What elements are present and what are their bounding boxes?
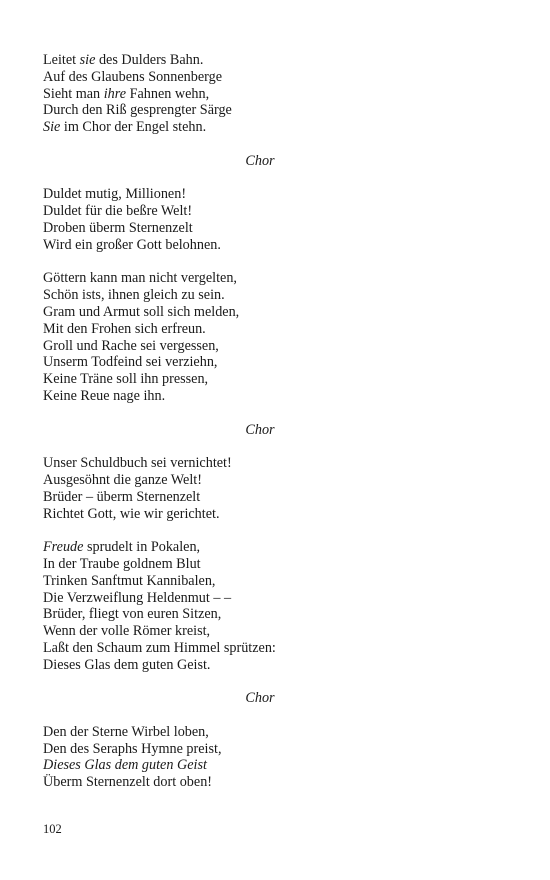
stanza	[43, 539, 503, 673]
verse-text: Sieht man	[43, 85, 104, 102]
verse-line	[43, 52, 503, 69]
verse-line	[43, 371, 503, 388]
verse-line	[43, 270, 503, 287]
chorus-heading: Chor	[245, 421, 275, 438]
verse-text: des Dulders Bahn.	[95, 52, 204, 68]
verse-line	[43, 573, 503, 590]
verse-text: Groll und Rache sei vergessen,	[43, 337, 219, 354]
verse-line	[43, 388, 503, 405]
verse-line	[43, 640, 503, 657]
verse-line	[43, 338, 503, 355]
poem-page	[43, 52, 503, 791]
verse-text: Die Verzweiflung Heldenmut – –	[43, 589, 232, 606]
verse-text: Durch den Riß gesprengter Särge	[43, 102, 232, 119]
verse-text: Keine Träne soll ihn pressen,	[43, 371, 209, 388]
page-number: 102	[43, 822, 62, 836]
verse-line	[43, 354, 503, 371]
verse-text: Brüder – überm Sternenzelt	[43, 488, 201, 505]
verse-text: Fahnen wehn,	[126, 85, 210, 102]
verse-line	[43, 556, 503, 573]
verse-text: Leitet	[43, 52, 80, 68]
verse-line	[43, 724, 503, 741]
verse-text: Unserm Todfeind sei verziehn,	[43, 354, 218, 371]
verse-text: Unser Schuldbuch sei vernichtet!	[43, 455, 232, 472]
stanza-gap	[43, 522, 503, 539]
verse-text: Laßt den Schaum zum Himmel sprützen:	[43, 639, 276, 656]
verse-line	[43, 237, 503, 254]
verse-line	[43, 606, 503, 623]
verse-text: Göttern kann man nicht vergelten,	[43, 270, 237, 287]
emphasized-text: ihre	[103, 85, 127, 102]
verse-line	[43, 489, 503, 506]
stanza-gap	[43, 438, 503, 455]
verse-line	[43, 623, 503, 640]
verse-line	[43, 774, 503, 791]
verse-line	[43, 657, 503, 674]
verse-text: In der Traube goldnem Blut	[43, 555, 201, 572]
stanza-gap	[43, 673, 503, 690]
verse-text: Den des Seraphs Hymne preist,	[43, 740, 222, 757]
stanza-gap	[43, 405, 503, 422]
verse-text: Duldet für die beßre Welt!	[43, 203, 193, 220]
emphasized-text: Sie	[43, 119, 61, 136]
verse-line	[43, 455, 503, 472]
verse-text: Richtet Gott, wie wir gerichtet.	[43, 505, 220, 522]
verse-text: Schön ists, ihnen gleich zu sein.	[43, 287, 225, 304]
emphasized-text: Freude	[43, 539, 84, 556]
stanza-gap	[43, 136, 503, 153]
verse-text: Ausgesöhnt die ganze Welt!	[43, 471, 202, 488]
verse-line	[43, 472, 503, 489]
verse-line	[43, 220, 503, 237]
stanza	[43, 270, 503, 404]
verse-line	[43, 69, 503, 86]
verse-line	[43, 757, 503, 774]
verse-line	[43, 287, 503, 304]
verse-line	[43, 321, 503, 338]
verse-text: Den der Sterne Wirbel loben,	[43, 723, 209, 740]
verse-text: Trinken Sanftmut Kannibalen,	[43, 572, 216, 589]
stanza-gap	[43, 707, 503, 724]
stanza-gap	[43, 170, 503, 187]
stanza-gap	[43, 254, 503, 271]
verse-text: Wird ein großer Gott belohnen.	[43, 236, 221, 253]
verse-text: Brüder, fliegt von euren Sitzen,	[43, 606, 222, 623]
poem-body	[43, 52, 503, 791]
verse-line	[43, 203, 503, 220]
verse-line	[43, 590, 503, 607]
verse-line	[43, 186, 503, 203]
verse-text: Duldet mutig, Millionen!	[43, 186, 187, 203]
verse-text: sprudelt in Pokalen,	[83, 539, 201, 556]
stanza	[43, 186, 503, 253]
verse-text: im Chor der Engel stehn.	[60, 119, 207, 136]
verse-line	[43, 86, 503, 103]
verse-text: Auf des Glaubens Sonnenberge	[43, 68, 223, 85]
verse-text: Gram und Armut soll sich melden,	[43, 303, 240, 320]
stanza	[43, 455, 503, 522]
chorus-heading: Chor	[245, 690, 275, 707]
verse-text: Wenn der volle Römer kreist,	[43, 623, 211, 640]
verse-text: Dieses Glas dem guten Geist.	[43, 656, 211, 673]
verse-line	[43, 304, 503, 321]
stanza	[43, 724, 503, 791]
chorus-heading: Chor	[245, 152, 275, 169]
verse-line	[43, 539, 503, 556]
emphasized-text: sie	[79, 52, 96, 68]
verse-line	[43, 102, 503, 119]
verse-text: Überm Sternenzelt dort oben!	[43, 774, 213, 791]
verse-text: Droben überm Sternenzelt	[43, 219, 193, 236]
verse-line	[43, 741, 503, 758]
verse-line	[43, 119, 503, 136]
verse-line	[43, 506, 503, 523]
emphasized-text: Dieses Glas dem guten Geist	[43, 757, 207, 774]
stanza	[43, 52, 503, 136]
verse-text: Keine Reue nage ihn.	[43, 387, 166, 404]
verse-text: Mit den Frohen sich erfreun.	[43, 320, 206, 337]
